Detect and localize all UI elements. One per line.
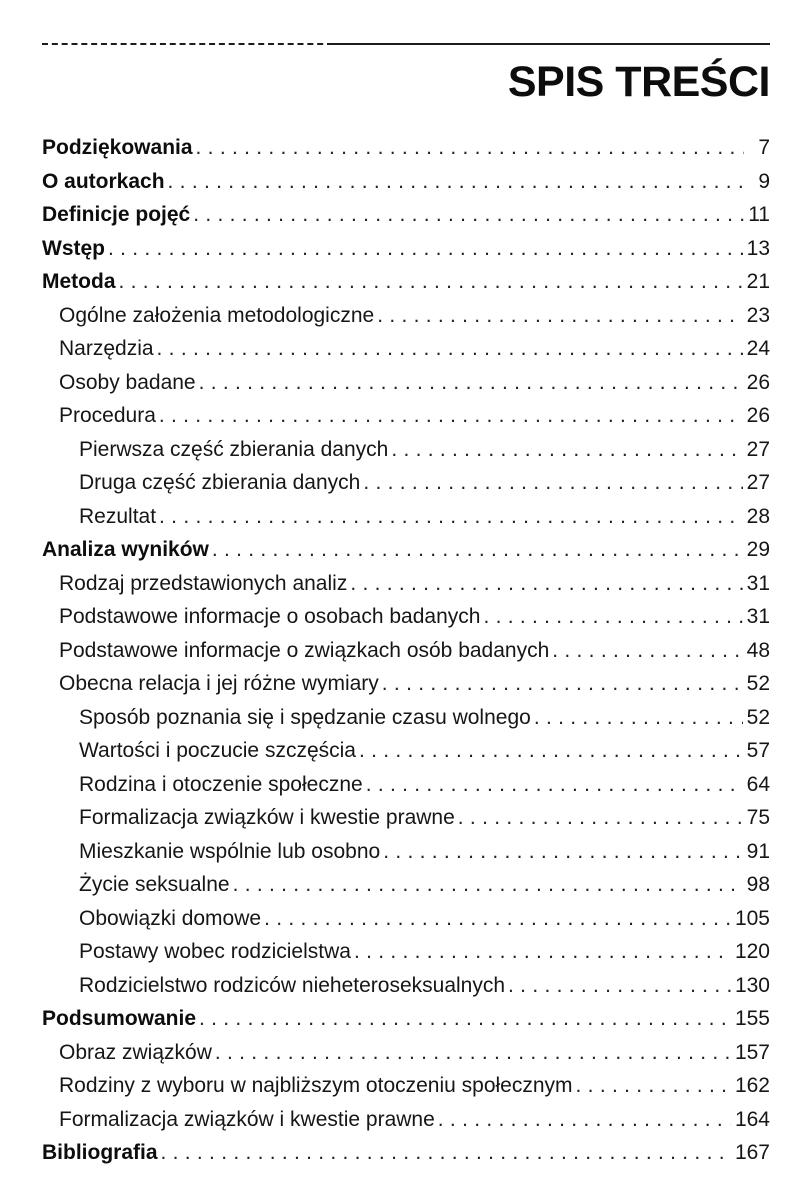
leader-dots [576,1074,731,1098]
toc-entry-page: 91 [746,839,770,863]
toc-entry [42,639,770,673]
toc-entry-page: 52 [746,672,770,696]
toc-entry [42,739,770,773]
toc-entry-label: Rezultat [79,504,157,528]
top-rule-dashed-segment [42,43,333,45]
toc-entry-page: 13 [746,236,770,260]
toc-entry-label: O autorkach [42,169,165,193]
toc-entry [42,840,770,874]
toc-entry [42,170,770,204]
leader-dots [159,505,743,529]
toc-entry-label: Osoby badane [59,370,196,394]
toc-entry-label: Formalizacja związków i kwestie prawne [59,1107,435,1131]
toc-entry [42,873,770,907]
leader-dots [354,940,731,964]
top-rule [42,43,770,45]
toc-entry-page: 52 [746,705,770,729]
toc-entry-page: 48 [746,638,770,662]
toc-entry-page: 7 [758,136,770,160]
leader-dots [438,1108,731,1132]
toc-entry-page: 75 [746,806,770,830]
leader-dots [212,538,743,562]
leader-dots [377,304,742,328]
toc-entry-page: 23 [746,303,770,327]
toc-entry-label: Podziękowania [42,136,193,160]
toc-entry-page: 155 [734,1007,770,1031]
leader-dots [161,1141,731,1165]
toc-entry-page: 162 [734,1074,770,1098]
toc-entry-page: 9 [758,169,770,193]
toc-entry-label: Podstawowe informacje o osobach badanych [59,605,481,629]
toc-entry [42,1007,770,1041]
toc-entry-label: Ogólne założenia metodologiczne [59,303,375,327]
toc-entry-label: Pierwsza część zbierania danych [79,437,389,461]
toc-entry [42,572,770,606]
leader-dots [552,639,742,663]
toc-entry [42,404,770,438]
toc-entry [42,337,770,371]
toc-entry-label: Obowiązki domowe [79,906,262,930]
leader-dots [382,672,743,696]
toc-entry-label: Postawy wobec rodzicielstwa [79,940,351,964]
leader-dots [350,572,742,596]
leader-dots [108,237,743,261]
leader-dots [193,203,744,227]
toc-entry [42,471,770,505]
toc-entry [42,940,770,974]
toc-entry [42,1041,770,1075]
leader-dots [483,605,742,629]
leader-dots [199,1007,731,1031]
toc-entry [42,974,770,1008]
toc-entry [42,1141,770,1175]
toc-entry-label: Bibliografia [42,1141,158,1165]
toc-entry [42,270,770,304]
toc-entry-label: Wartości i poczucie szczęścia [79,739,356,763]
toc-entry [42,706,770,740]
toc-entry-page: 157 [734,1040,770,1064]
toc-entry-page: 120 [734,940,770,964]
leader-dots [264,907,731,931]
toc-entry-label: Rodzicielstwo rodziców nieheteroseksualnych [79,973,506,997]
leader-dots [366,773,743,797]
toc-entry-page: 167 [734,1141,770,1165]
leader-dots [363,471,742,495]
toc-entry [42,907,770,941]
toc-entry-label: Rodzaj przedstawionych analiz [59,571,348,595]
toc-entry-label: Analiza wyników [42,538,209,562]
toc-entry-label: Rodziny z wyboru w najbliższym otoczeniu społecznym [59,1074,573,1098]
toc-entry-page: 28 [746,504,770,528]
leader-dots [359,739,743,763]
toc-entry-page: 64 [746,772,770,796]
toc-entry-page: 24 [746,337,770,361]
toc-list [42,136,770,1175]
toc-entry-label: Podsumowanie [42,1007,197,1031]
toc-entry-label: Mieszkanie wspólnie lub osobno [79,839,381,863]
toc-entry-page: 29 [746,538,770,562]
toc-entry-page: 27 [746,437,770,461]
leader-dots [215,1041,731,1065]
toc-entry-label: Metoda [42,270,116,294]
page-title: SPIS TREŚCI [507,58,770,106]
toc-entry-label: Wstęp [42,236,105,260]
toc-entry-label: Narzędzia [59,337,154,361]
toc-entry [42,1108,770,1142]
toc-entry-page: 31 [746,605,770,629]
toc-entry [42,304,770,338]
leader-dots [119,270,743,294]
toc-entry [42,237,770,271]
leader-dots [391,438,742,462]
toc-entry-page: 27 [746,471,770,495]
toc-entry [42,538,770,572]
toc-entry-label: Obecna relacja i jej różne wymiary [59,672,379,696]
toc-entry-page: 164 [734,1107,770,1131]
toc-entry-page: 26 [746,370,770,394]
toc-entry [42,672,770,706]
toc-entry-page: 11 [748,203,770,227]
toc-entry [42,136,770,170]
toc-entry-label: Rodzina i otoczenie społeczne [79,772,363,796]
toc-entry-label: Obraz związków [59,1040,212,1064]
toc-entry-page: 26 [746,404,770,428]
leader-dots [233,873,743,897]
toc-entry-page: 98 [746,873,770,897]
toc-entry [42,773,770,807]
toc-entry [42,1074,770,1108]
toc-entry-label: Życie seksualne [79,873,230,897]
leader-dots [458,806,743,830]
leader-dots [168,170,744,194]
toc-entry-label: Druga część zbierania danych [79,471,361,495]
toc-entry-page: 130 [734,973,770,997]
leader-dots [383,840,742,864]
toc-entry [42,438,770,472]
toc-entry [42,505,770,539]
toc-entry-page: 105 [734,906,770,930]
toc-entry [42,371,770,405]
leader-dots [534,706,743,730]
toc-entry-page: 57 [746,739,770,763]
toc-entry [42,203,770,237]
toc-entry [42,806,770,840]
toc-entry [42,605,770,639]
toc-entry-label: Podstawowe informacje o związkach osób badanych [59,638,550,662]
leader-dots [159,404,743,428]
leader-dots [157,337,743,361]
toc-entry-label: Definicje pojęć [42,203,191,227]
toc-entry-label: Sposób poznania się i spędzanie czasu wolnego [79,705,531,729]
toc-entry-page: 31 [746,571,770,595]
toc-entry-label: Procedura [59,404,156,428]
toc-entry-label: Formalizacja związków i kwestie prawne [79,806,455,830]
leader-dots [199,371,743,395]
top-rule-solid-segment [333,43,770,45]
leader-dots [196,136,744,160]
toc-entry-page: 21 [746,270,770,294]
leader-dots [508,974,731,998]
